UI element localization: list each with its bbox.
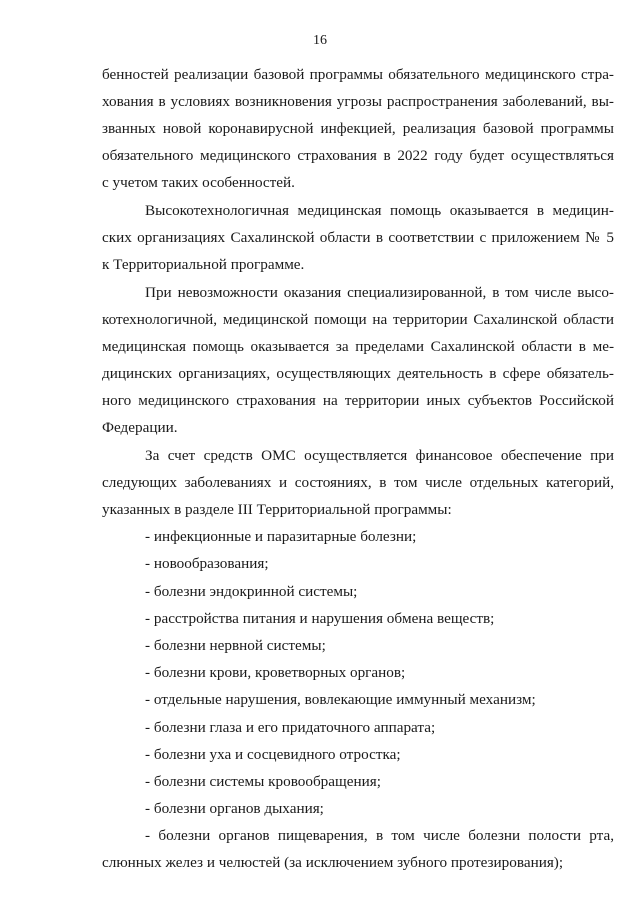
list-item: - болезни уха и сосцевидного отростка; — [145, 746, 401, 763]
list-item: - болезни органов дыхания; — [145, 800, 324, 817]
list-item: - болезни системы кровообращения; — [145, 773, 381, 790]
paragraph-3-line-6: Федерации. — [102, 419, 178, 436]
list-item: - инфекционные и паразитарные болезни; — [145, 528, 417, 545]
paragraph-1-line-5: с учетом таких особенностей. — [102, 174, 295, 191]
paragraph-4-line-2: следующих заболеваниях и состояниях, в том числе отдельных категорий, — [102, 474, 614, 491]
list-item: - новообразования; — [145, 555, 269, 572]
paragraph-1-line-3: званных новой коронавирусной инфекцией, реализация базовой программы — [102, 120, 614, 137]
list-item: - болезни крови, кроветворных органов; — [145, 664, 406, 681]
paragraph-3-line-5: ного медицинского страхования на территории иных субъектов Российской — [102, 392, 614, 409]
list-item: - отдельные нарушения, вовлекающие иммунный механизм; — [145, 691, 536, 708]
paragraph-3-line-4: дицинских организациях, осуществляющих деятельность в сфере обязатель- — [102, 365, 614, 382]
paragraph-1-line-2: хования в условиях возникновения угрозы распространения заболеваний, вы- — [102, 93, 614, 110]
paragraph-3-line-3: медицинская помощь оказывается за пределами Сахалинской области в ме- — [102, 338, 614, 355]
paragraph-3-line-2: котехнологичной, медицинской помощи на территории Сахалинской области — [102, 311, 614, 328]
paragraph-1-line-1: бенностей реализации базовой программы обязательного медицинского стра- — [102, 66, 614, 83]
paragraph-1-line-4: обязательного медицинского страхования в 2022 году будет осуществляться — [102, 147, 614, 164]
paragraph-4-line-1: За счет средств ОМС осуществляется финансовое обеспечение при — [145, 447, 614, 464]
page-number: 16 — [313, 33, 327, 48]
paragraph-2-line-1: Высокотехнологичная медицинская помощь оказывается в медицин- — [145, 202, 614, 219]
final-list-item-line-2: слюнных желез и челюстей (за исключением зубного протезирования); — [102, 854, 564, 871]
paragraph-2-line-3: к Территориальной программе. — [102, 256, 305, 273]
list-item: - болезни нервной системы; — [145, 637, 326, 654]
list-item: - болезни глаза и его придаточного аппарата; — [145, 719, 436, 736]
paragraph-4-line-3: указанных в разделе III Территориальной программы: — [102, 501, 452, 518]
list-item: - болезни эндокринной системы; — [145, 583, 358, 600]
paragraph-3-line-1: При невозможности оказания специализированной, в том числе высо- — [145, 284, 614, 301]
final-list-item-line-1: - болезни органов пищеварения, в том числе болезни полости рта, — [145, 827, 614, 844]
paragraph-2-line-2: ских организациях Сахалинской области в соответствии с приложением № 5 — [102, 229, 614, 246]
list-item: - расстройства питания и нарушения обмена веществ; — [145, 610, 495, 627]
